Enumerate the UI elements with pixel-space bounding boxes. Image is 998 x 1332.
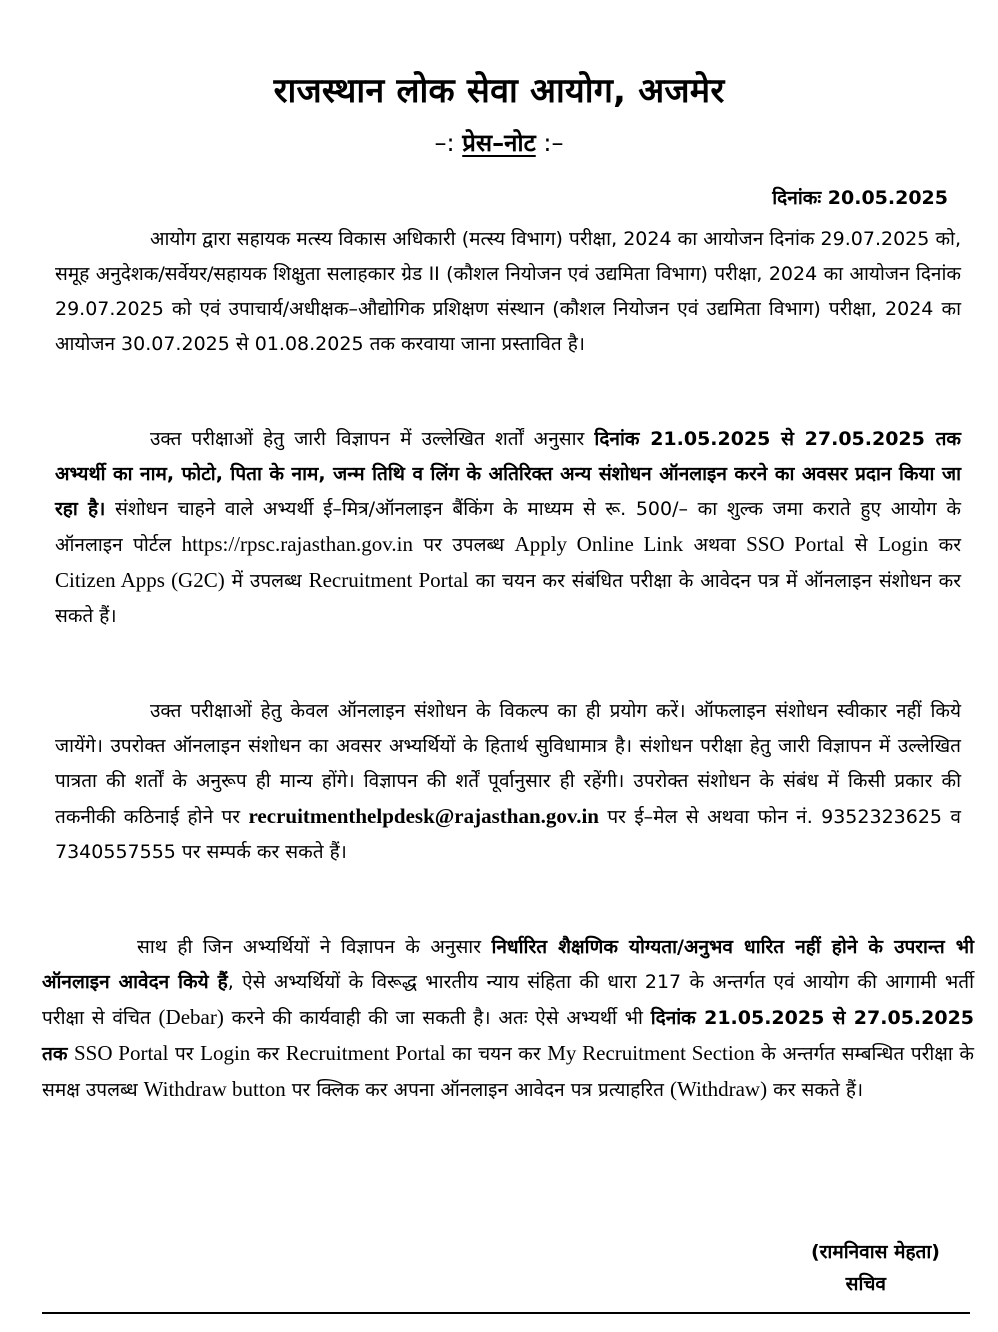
- text-run: के अन्तर्गत सम्बन्धित परीक्षा के समक्ष उपलब्ध: [42, 1043, 974, 1101]
- text-run: का चयन कर संबंधित परीक्षा के आवेदन पत्र में ऑनलाइन संशोधन कर सकते हैं।: [55, 570, 961, 627]
- paragraph-exam-schedule: आयोग द्वारा सहायक मत्स्य विकास अधिकारी (मत्स्य विभाग) परीक्षा, 2024 का आयोजन दिनांक 29.07.2025 को, समूह अनुदेशक/सर्वेयर/सहायक शिक्षुता सलाहकार ग्रेड II (कौशल नियोजन एवं उद्यमिता विभाग) परीक्षा, 2024 का आयोजन दिनांक 29.07.2025 को एवं उपाचार्य/अधीक्षक–औद्योगिक प्रशिक्षण संस्थान (कौशल नियोजन एवं उद्यमिता विभाग) परीक्षा, 2024 का आयोजन 30.07.2025 से 01.08.2025 तक करवाया जाना प्रस्तावित है।: [55, 228, 961, 355]
- text-run: कर: [250, 1043, 286, 1065]
- text-run: कर: [928, 534, 962, 556]
- sso-portal-text: SSO Portal: [74, 1041, 169, 1065]
- login-text: Login: [878, 532, 929, 556]
- my-recruitment-section-text: My Recruitment Section: [547, 1041, 755, 1065]
- heading-dash-right: :–: [535, 129, 564, 157]
- date-value: 20.05.2025: [827, 187, 948, 209]
- text-run: पर उपलब्ध: [413, 534, 515, 556]
- paragraph-online-only: [55, 694, 961, 870]
- text-run: पर: [168, 1043, 201, 1065]
- withdraw-text: (Withdraw): [669, 1077, 768, 1101]
- bold-correction-dates: दिनांक 21.05.2025 से 27.05.2025 तक अभ्यर्थी का नाम, फोटो, पिता के नाम, जन्म तिथि व लिंग के अतिरिक्त अन्य संशोधन ऑनलाइन करने का अवसर प्रदान किया जा रहा है।: [55, 428, 961, 520]
- bold-eligibility-warning: निर्धारित शैक्षणिक योग्यता/अनुभव धारित नहीं होने के उपरान्त भी ऑनलाइन आवेदन किये हैं: [42, 936, 974, 993]
- text-run: का चयन कर: [445, 1043, 548, 1065]
- text-run: संशोधन चाहने वाले अभ्यर्थी ई–मित्र/ऑनलाइन बैंकिंग के माध्यम से रू. 500/– का शुल्क जमा कराते हुए आयोग के ऑनलाइन पोर्टल: [55, 498, 962, 556]
- helpdesk-email-link[interactable]: recruitmenthelpdesk@rajasthan.gov.in: [248, 804, 599, 828]
- text-run: कर सकते हैं।: [767, 1079, 864, 1101]
- citizen-apps-text: Citizen Apps (G2C): [55, 568, 225, 592]
- press-note-label: प्रेस–नोट: [462, 129, 536, 157]
- text-run: उक्त परीक्षाओं हेतु केवल ऑनलाइन संशोधन के विकल्प का ही प्रयोग करें। ऑफलाइन संशोधन स्वीकार नहीं किये जायेंगे। उपरोक्त ऑनलाइन संशोधन का अवसर अभ्यर्थियों के हितार्थ सुविधामात्र है। संशोधन परीक्षा हेतु जारी विज्ञापन में उल्लेखित पात्रता की शर्तों के अनुरूप ही मान्य होंगे। विज्ञापन की शर्तें पूर्वानुसार ही रहेंगी। उपरोक्त संशोधन के संबंध में किसी प्रकार की तकनीकी कठिनाई होने पर: [55, 700, 961, 828]
- page-title: राजस्थान लोक सेवा आयोग, अजमेर: [273, 71, 725, 111]
- text-run: में उपलब्ध: [224, 570, 309, 592]
- text-run: पर ई–मेल से अथवा फोन नं. 9352323625 व 7340557555 पर सम्पर्क कर सकते हैं।: [55, 806, 961, 863]
- withdraw-button-text: Withdraw button: [143, 1077, 286, 1101]
- apply-online-link-text: Apply Online Link: [514, 532, 684, 556]
- login-text: Login: [200, 1041, 251, 1065]
- text-run: करने की कार्यवाही की जा सकती है। अतः ऐसे अभ्यर्थी भी: [223, 1007, 651, 1029]
- signatory-designation: सचिव: [845, 1273, 886, 1295]
- sso-portal-text: SSO Portal: [746, 532, 845, 556]
- bottom-divider: [42, 1312, 970, 1314]
- text-run: से: [844, 534, 879, 556]
- text-run: उक्त परीक्षाओं हेतु जारी विज्ञापन में उल्लेखित शर्तों अनुसार: [150, 428, 595, 450]
- heading-dash-left: –:: [434, 129, 463, 157]
- signatory-name: (रामनिवास मेहता): [810, 1241, 940, 1263]
- recruitment-portal-text: Recruitment Portal: [285, 1041, 446, 1065]
- text-run: अथवा: [683, 534, 747, 556]
- date-line: [772, 185, 948, 211]
- text-run: पर क्लिक कर अपना ऑनलाइन आवेदन पत्र प्रत्याहरित: [285, 1079, 670, 1101]
- recruitment-portal-text: Recruitment Portal: [308, 568, 469, 592]
- paragraph-correction-window: [55, 422, 961, 634]
- paragraph-withdraw: [42, 930, 974, 1108]
- text-run: , ऐसे अभ्यर्थियों के विरूद्ध भारतीय न्याय संहिता की धारा 217 के अन्तर्गत एवं आयोग की आगामी भर्ती परीक्षा से वंचित: [42, 971, 974, 1029]
- debar-text: (Debar): [158, 1005, 224, 1029]
- press-note-heading: [0, 126, 998, 160]
- text-run: साथ ही जिन अभ्यर्थियों ने विज्ञापन के अनुसार: [137, 936, 492, 958]
- date-label: दिनांकः: [772, 187, 822, 209]
- portal-url-link[interactable]: https://rpsc.rajasthan.gov.in: [181, 532, 414, 556]
- bold-withdraw-dates: दिनांक 21.05.2025 से 27.05.2025 तक: [42, 1007, 975, 1065]
